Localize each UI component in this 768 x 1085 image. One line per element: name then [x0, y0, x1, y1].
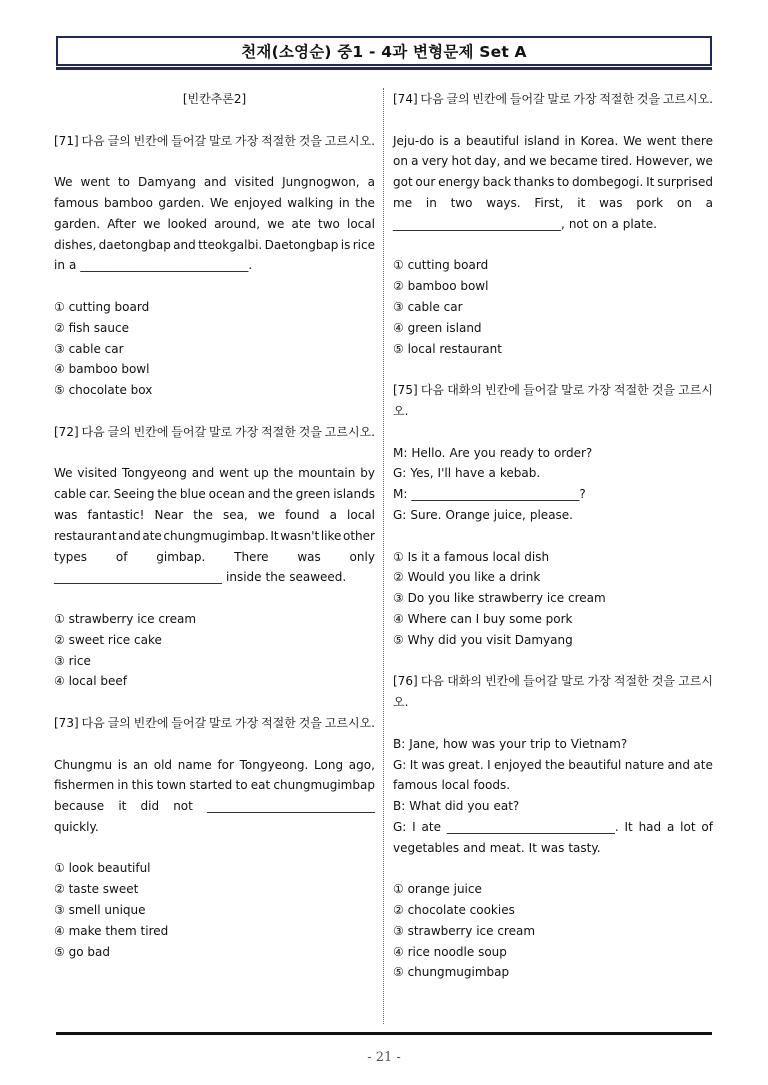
q72-passage — [54, 463, 375, 588]
choice-1[interactable]: ① strawberry ice cream — [54, 611, 197, 626]
passage-line: types of gimbap. There was only — [54, 549, 375, 564]
passage-line: garden. After we looked around, we ate two local — [54, 216, 375, 231]
dialogue-line: G: I ate ____________________________. It had a lot of — [393, 819, 713, 834]
q75-choices — [393, 547, 713, 651]
q72-title: [72] 다음 글의 빈칸에 들어갈 말로 가장 적절한 것을 고르시오. — [54, 424, 375, 439]
passage-line: was fantastic! Near the sea, we found a local — [54, 507, 375, 522]
choice-1[interactable]: ① look beautiful — [54, 861, 151, 876]
dialogue-line: G: Yes, I'll have a kebab. — [393, 466, 541, 481]
passage-line: dishes, daetongbap and tteokgalbi. Daetongbap is rice — [54, 237, 375, 252]
column-divider — [383, 88, 384, 1024]
choice-2[interactable]: ② Would you like a drink — [393, 570, 541, 585]
choice-2[interactable]: ② chocolate cookies — [393, 903, 515, 918]
passage-line: fishermen in this town started to eat chungmugimbap — [54, 778, 375, 793]
choice-3[interactable]: ③ strawberry ice cream — [393, 923, 536, 938]
passage-line: me in two ways. First, it was pork on a — [393, 195, 713, 210]
q76-title-line: 오. — [393, 695, 409, 710]
choice-4[interactable]: ④ rice noodle soup — [393, 944, 507, 959]
passage-line: quickly. — [54, 819, 99, 834]
choice-4[interactable]: ④ local beef — [54, 674, 127, 689]
q73-title: [73] 다음 글의 빈칸에 들어갈 말로 가장 적절한 것을 고르시오. — [54, 715, 375, 730]
passage-line: ____________________________ inside the seaweed. — [54, 570, 347, 585]
choice-1[interactable]: ① cutting board — [54, 299, 150, 314]
q74-passage — [393, 131, 713, 235]
q75-title-line: 오. — [393, 403, 409, 418]
dialogue-line: vegetables and meat. It was tasty. — [393, 840, 601, 855]
choice-5[interactable]: ⑤ local restaurant — [393, 341, 502, 356]
choice-5[interactable]: ⑤ go bad — [54, 944, 110, 959]
choice-3[interactable]: ③ cable car — [54, 341, 124, 356]
q74-title: [74] 다음 글의 빈칸에 들어갈 말로 가장 적절한 것을 고르시오. — [393, 92, 713, 106]
passage-line: got our energy back thanks to dombegogi. It surprised — [393, 175, 713, 190]
q73-passage — [54, 755, 375, 838]
q72-choices — [54, 609, 375, 692]
choice-2[interactable]: ② sweet rice cake — [54, 632, 162, 647]
choice-5[interactable]: ⑤ chungmugimbap — [393, 965, 510, 980]
q71-passage — [54, 172, 375, 276]
q74-choices — [393, 255, 713, 359]
choice-1[interactable]: ① cutting board — [393, 258, 489, 273]
choice-3[interactable]: ③ smell unique — [54, 903, 146, 918]
right-column — [393, 89, 713, 983]
q73-choices — [54, 858, 375, 962]
dialogue-line: famous local foods. — [393, 778, 511, 793]
passage-line: We visited Tongyeong and went up the mountain by — [54, 466, 375, 481]
choice-4[interactable]: ④ Where can I buy some pork — [393, 611, 573, 626]
passage-line: because it did not ____________________________ — [54, 799, 375, 814]
choice-4[interactable]: ④ bamboo bowl — [54, 362, 150, 377]
dialogue-line: B: What did you eat? — [393, 799, 520, 814]
passage-line: in a ____________________________. — [54, 258, 253, 273]
left-column — [54, 89, 375, 962]
footer-rule — [56, 1032, 712, 1035]
dialogue-line: G: It was great. I enjoyed the beautiful nature and ate — [393, 757, 713, 772]
choice-4[interactable]: ④ make them tired — [54, 923, 169, 938]
passage-line: on a very hot day, and we became tired. However, we — [393, 154, 713, 169]
dialogue-line: M: Hello. Are you ready to order? — [393, 445, 593, 460]
choice-5[interactable]: ⑤ Why did you visit Damyang — [393, 632, 573, 647]
passage-line: Jeju-do is a beautiful island in Korea. We went there — [393, 133, 713, 148]
choice-4[interactable]: ④ green island — [393, 320, 482, 335]
choice-1[interactable]: ① Is it a famous local dish — [393, 549, 550, 564]
q71-choices — [54, 297, 375, 401]
header-rule — [56, 67, 712, 70]
q76-title-line: [76] 다음 대화의 빈칸에 들어갈 말로 가장 적절한 것을 고르시 — [393, 674, 713, 689]
passage-line: famous bamboo garden. We enjoyed walking in the — [54, 195, 375, 210]
q76-dialogue — [393, 734, 713, 859]
choice-3[interactable]: ③ Do you like strawberry ice cream — [393, 591, 606, 606]
choice-3[interactable]: ③ rice — [54, 653, 91, 668]
passage-line: Chungmu is an old name for Tongyeong. Long ago, — [54, 757, 375, 772]
header-title: 천재(소영순) 중1 - 4과 변형문제 Set A — [241, 43, 527, 61]
dialogue-line: M: ____________________________? — [393, 487, 586, 502]
q75-title-line: [75] 다음 대화의 빈칸에 들어갈 말로 가장 적절한 것을 고르시 — [393, 383, 713, 398]
dialogue-line: G: Sure. Orange juice, please. — [393, 507, 573, 522]
document-header — [56, 36, 712, 66]
choice-2[interactable]: ② fish sauce — [54, 320, 129, 335]
choice-3[interactable]: ③ cable car — [393, 299, 463, 314]
choice-5[interactable]: ⑤ chocolate box — [54, 383, 153, 398]
passage-line: restaurant and ate chungmugimbap. It wasn't like other — [54, 528, 375, 543]
section-label: [빈칸추론2] — [182, 92, 247, 106]
choice-2[interactable]: ② bamboo bowl — [393, 279, 489, 294]
q76-choices — [393, 879, 713, 983]
passage-line: ____________________________, not on a plate. — [393, 216, 658, 231]
q75-dialogue — [393, 443, 713, 526]
passage-line: We went to Damyang and visited Jungnogwon, a — [54, 175, 375, 190]
passage-line: cable car. Seeing the blue ocean and the green islands — [54, 487, 375, 502]
choice-1[interactable]: ① orange juice — [393, 882, 482, 897]
dialogue-line: B: Jane, how was your trip to Vietnam? — [393, 736, 628, 751]
q71-title: [71] 다음 글의 빈칸에 들어갈 말로 가장 적절한 것을 고르시오. — [54, 133, 375, 148]
page-number: - 21 - — [367, 1050, 401, 1065]
choice-2[interactable]: ② taste sweet — [54, 882, 139, 897]
